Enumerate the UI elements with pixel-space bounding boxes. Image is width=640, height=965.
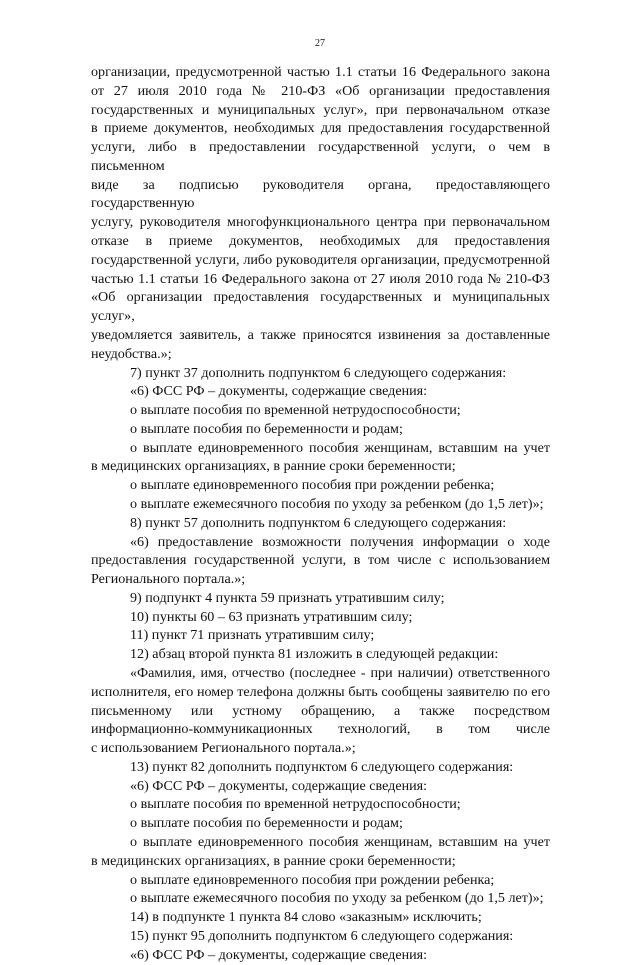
paragraph-line: о выплате пособия по временной нетрудоспособности; (130, 402, 461, 419)
paragraph-line: «6) предоставление возможности получения информации о ходе (130, 533, 550, 550)
paragraph-line: о выплате единовременного пособия женщинам, вставшим на учет (130, 439, 550, 456)
continuation-line: услуги, либо в предоставлении государственной услуги, о чем в письменном (91, 139, 550, 174)
page-number: 27 (315, 38, 325, 49)
paragraph-line: «6) ФСС РФ – документы, содержащие сведения: (130, 383, 428, 400)
paragraph-line: о выплате единовременного пособия при рождении ребенка; (130, 871, 495, 888)
paragraph-line: 9) подпункт 4 пункта 59 признать утратившим силу; (130, 589, 445, 606)
paragraph-line: о выплате ежемесячного пособия по уходу за ребенком (до 1,5 лет)»; (130, 890, 544, 907)
paragraph-line: 7) пункт 37 дополнить подпунктом 6 следующего содержания: (130, 364, 507, 381)
paragraph-line: о выплате пособия по беременности и родам; (130, 420, 403, 437)
continuation-line: в приеме документов, необходимых для предоставления государственной (91, 120, 550, 137)
paragraph-line: о выплате ежемесячного пособия по уходу за ребенком (до 1,5 лет)»; (130, 495, 544, 512)
paragraph-line: о выплате пособия по временной нетрудоспособности; (130, 796, 461, 813)
continuation-line: услугу, руководителя многофункционального центра при первоначальном (91, 214, 550, 231)
paragraph-line: с использованием Регионального портала.»; (91, 740, 356, 757)
paragraph-line: 15) пункт 95 дополнить подпунктом 6 следующего содержания: (130, 927, 514, 944)
continuation-line: виде за подписью руководителя органа, предоставляющего государственную (91, 176, 550, 212)
continuation-line: частью 1.1 статьи 16 Федерального закона от 27 июля 2010 года № 210-ФЗ (91, 270, 550, 287)
continuation-line: неудобства.»; (91, 345, 172, 362)
continuation-line: отказе в приеме документов, необходимых для предоставления (91, 233, 550, 250)
paragraph-line: 11) пункт 71 признать утратившим силу; (130, 627, 375, 644)
paragraph-line: предоставления государственной услуги, в том числе с использованием (91, 552, 550, 569)
continuation-line: государственных и муниципальных услуг», при первоначальном отказе (91, 101, 550, 118)
paragraph-line: о выплате пособия по беременности и родам; (130, 815, 403, 832)
paragraph-line: 8) пункт 57 дополнить подпунктом 6 следующего содержания: (130, 514, 507, 531)
paragraph-line: информационно-коммуникационных технологий, в том числе (91, 721, 550, 738)
paragraph-line: «Фамилия, имя, отчество (последнее - при наличии) ответственного (130, 665, 550, 681)
paragraph-line: о выплате единовременного пособия при рождении ребенка; (130, 477, 495, 494)
continuation-line: от 27 июля 2010 года № 210-ФЗ «Об организации предоставления (91, 82, 550, 99)
paragraph-line: 10) пункты 60 – 63 признать утратившим силу; (130, 608, 413, 625)
continuation-line: организации, предусмотренной частью 1.1 статьи 16 Федерального закона (91, 64, 550, 80)
paragraph-line: в медицинских организациях, в ранние сроки беременности; (91, 852, 456, 869)
paragraph-line: 12) абзац второй пункта 81 изложить в следующей редакции: (130, 646, 499, 663)
paragraph-line: исполнителя, его номер телефона должны быть сообщены заявителю по его (91, 683, 550, 700)
continuation-line: «Об организации предоставления государственных и муниципальных услуг», (91, 289, 550, 325)
paragraph-line: «6) ФСС РФ – документы, содержащие сведения: (130, 946, 428, 963)
paragraph-line: «6) ФСС РФ – документы, содержащие сведения: (130, 777, 428, 794)
paragraph-line: Регионального портала.»; (91, 571, 246, 588)
paragraph-line: о выплате единовременного пособия женщинам, вставшим на учет (130, 834, 550, 851)
paragraph-line: 13) пункт 82 дополнить подпунктом 6 следующего содержания: (130, 758, 514, 775)
continuation-line: уведомляется заявитель, а также приносятся извинения за доставленные (91, 326, 550, 343)
paragraph-line: письменному или устному обращению, а также посредством (91, 702, 550, 719)
body-text (91, 63, 550, 965)
continuation-line: государственной услуги, либо руководителя организации, предусмотренной (91, 251, 550, 268)
paragraph-line: в медицинских организациях, в ранние сроки беременности; (91, 458, 456, 475)
paragraph-line: 14) в подпункте 1 пункта 84 слово «заказным» исключить; (130, 909, 482, 926)
